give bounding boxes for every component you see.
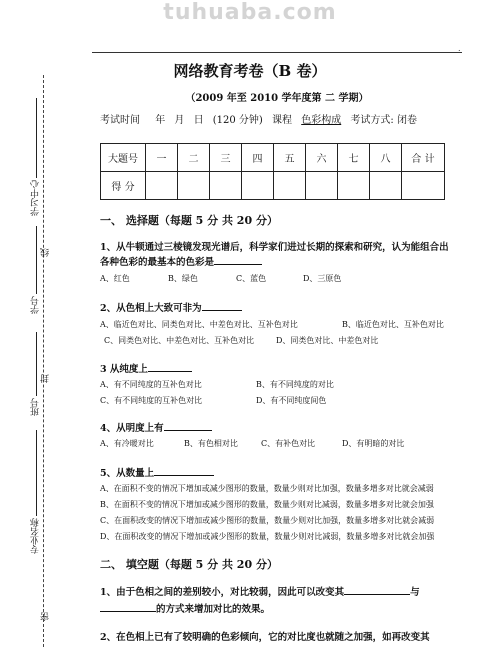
score-header-cell: 大题号 (101, 144, 146, 172)
q5-option-a: A、在面积不变的情况下增加或减少图形的数量，数量少则对比加强，数量多增多对比就会减弱 (100, 484, 434, 493)
exam-mode: 考试方式: 闭卷 (350, 115, 417, 126)
q3-option-a: A、有不同纯度的互补色对比 (100, 380, 202, 389)
course-label: 课程 (272, 115, 293, 126)
question-3 (100, 362, 455, 377)
fill-question-1-text-a: 1、由于色相之间的差别较小，对比较弱，因此可以改变其 (100, 587, 345, 598)
sidebar-learning-center-field (36, 98, 37, 178)
question-5-stem: 5、从数量上 (100, 468, 155, 479)
q3-option-c: C、有不同纯度的互补色对比 (100, 396, 203, 405)
score-header-cell: 三 (210, 144, 242, 172)
q1-option-d: D、三原色 (303, 274, 342, 283)
score-input-cell[interactable] (242, 172, 274, 200)
q2-option-c: C、同类色对比、中差色对比、互补色对比 (104, 336, 255, 345)
page-subtitle: （2009 年至 2010 学年度第 二 学期） (185, 93, 369, 104)
q3-option-b: B、有不同纯度的对比 (256, 380, 334, 389)
answer-blank[interactable] (154, 466, 214, 476)
score-input-cell[interactable] (306, 172, 338, 200)
score-table (100, 143, 445, 200)
binding-line (43, 75, 44, 647)
section1-heading: 一、 选择题（每题 5 分 共 20 分） (100, 214, 278, 227)
fill-blank[interactable] (344, 585, 410, 595)
score-table-header-row (101, 144, 445, 172)
score-input-cell[interactable] (274, 172, 306, 200)
q1-option-c: C、蓝色 (236, 274, 267, 283)
year-label: 年 (155, 115, 166, 126)
q4-option-a: A、有冷暖对比 (100, 439, 154, 448)
score-header-cell: 四 (242, 144, 274, 172)
score-input-cell[interactable] (338, 172, 370, 200)
course-name: 色彩构成 (301, 115, 342, 126)
sidebar-student-id-field (36, 226, 37, 294)
sidebar-seal-mark: 封 (41, 374, 51, 383)
score-header-cell: 七 (338, 144, 370, 172)
answer-blank[interactable] (202, 301, 242, 311)
sidebar-class-field (36, 332, 37, 396)
score-header-cell: 合 计 (402, 144, 445, 172)
fill-question-1-text-b: 与 (410, 587, 420, 598)
day-label: 日 (193, 115, 204, 126)
sidebar-line-mark: 线 (41, 248, 51, 257)
q4-option-b: B、有色相对比 (184, 439, 238, 448)
header-dot: . (458, 44, 461, 53)
page-title: 网络教育考卷（B 卷） (173, 62, 327, 80)
question-2 (100, 301, 455, 316)
sidebar-student-id-label: 学号 (31, 296, 41, 314)
q5-option-b: B、在面积不变的情况下增加或减少图形的数量，数量少则对比减弱，数量多增多对比就会加强 (100, 500, 434, 509)
q2-option-d: D、同类色对比、中差色对比 (276, 336, 379, 345)
fill-question-1 (100, 584, 455, 618)
sidebar-secret-mark: 密 (41, 612, 51, 621)
q1-option-a: A、红色 (100, 274, 130, 283)
score-table-score-row (101, 172, 445, 200)
section2-heading: 二、 填空题（每题 5 分 共 20 分） (100, 558, 278, 571)
answer-blank[interactable] (214, 255, 262, 265)
answer-blank[interactable] (148, 362, 192, 372)
question-4-stem: 4、从明度上有 (100, 423, 164, 434)
question-4 (100, 421, 455, 436)
duration-label: (120 分钟) (212, 115, 263, 126)
score-input-cell[interactable] (146, 172, 178, 200)
score-header-cell: 一 (146, 144, 178, 172)
exam-info-row (100, 111, 423, 126)
score-input-cell[interactable] (402, 172, 445, 200)
exam-time-label: 考试时间 (100, 115, 140, 126)
q5-option-d: D、在面积改变的情况下增加或减少图形的数量，数量少则对比减弱，数量多增多对比就会加强 (100, 532, 435, 541)
watermark: tuhuaba.com (163, 0, 337, 25)
fill-question-2: 2、在色相上已有了较明确的色彩倾向，它的对比度也就随之加强，如再改变其 (100, 632, 430, 643)
question-1 (100, 240, 455, 270)
question-2-stem: 2、从色相上大致可非为 (100, 303, 202, 314)
fill-question-1-text-c: 的方式来增加对比的效果。 (156, 604, 271, 615)
q3-option-d: D、有不同纯度间色 (256, 396, 327, 405)
month-label: 月 (174, 115, 185, 126)
score-input-cell[interactable] (370, 172, 402, 200)
fill-blank[interactable] (100, 602, 156, 612)
q4-option-c: C、有补色对比 (261, 439, 316, 448)
sidebar-learning-center-label: 学习中心 (31, 180, 41, 216)
sidebar-major-label: 专业名称 (31, 518, 41, 554)
score-header-cell: 八 (370, 144, 402, 172)
score-header-cell: 六 (306, 144, 338, 172)
q5-option-c: C、在面积改变的情况下增加或减少图形的数量，数量少则对比加强，数量多增多对比就会减弱 (100, 516, 435, 525)
q2-option-b: B、临近色对比、互补色对比 (342, 320, 444, 329)
question-1-stem: 1、从牛顿通过三棱镜发现光谱后，科学家们进过长期的探索和研究，认为能组合出各种色彩的最基本的色彩是 (100, 242, 449, 268)
answer-blank[interactable] (164, 421, 212, 431)
score-header-cell: 五 (274, 144, 306, 172)
score-row-label: 得 分 (101, 172, 146, 200)
q2-option-a: A、临近色对比、同类色对比、中差色对比、互补色对比 (100, 320, 298, 329)
q4-option-d: D、有明暗的对比 (342, 439, 405, 448)
score-input-cell[interactable] (210, 172, 242, 200)
score-input-cell[interactable] (178, 172, 210, 200)
header-rule (92, 52, 462, 53)
score-header-cell: 二 (178, 144, 210, 172)
sidebar-class-label: 班号 (31, 398, 41, 416)
sidebar-major-field (36, 430, 37, 516)
q1-option-b: B、绿色 (168, 274, 198, 283)
question-3-stem: 3 从纯度上 (100, 364, 148, 375)
question-5 (100, 466, 455, 481)
